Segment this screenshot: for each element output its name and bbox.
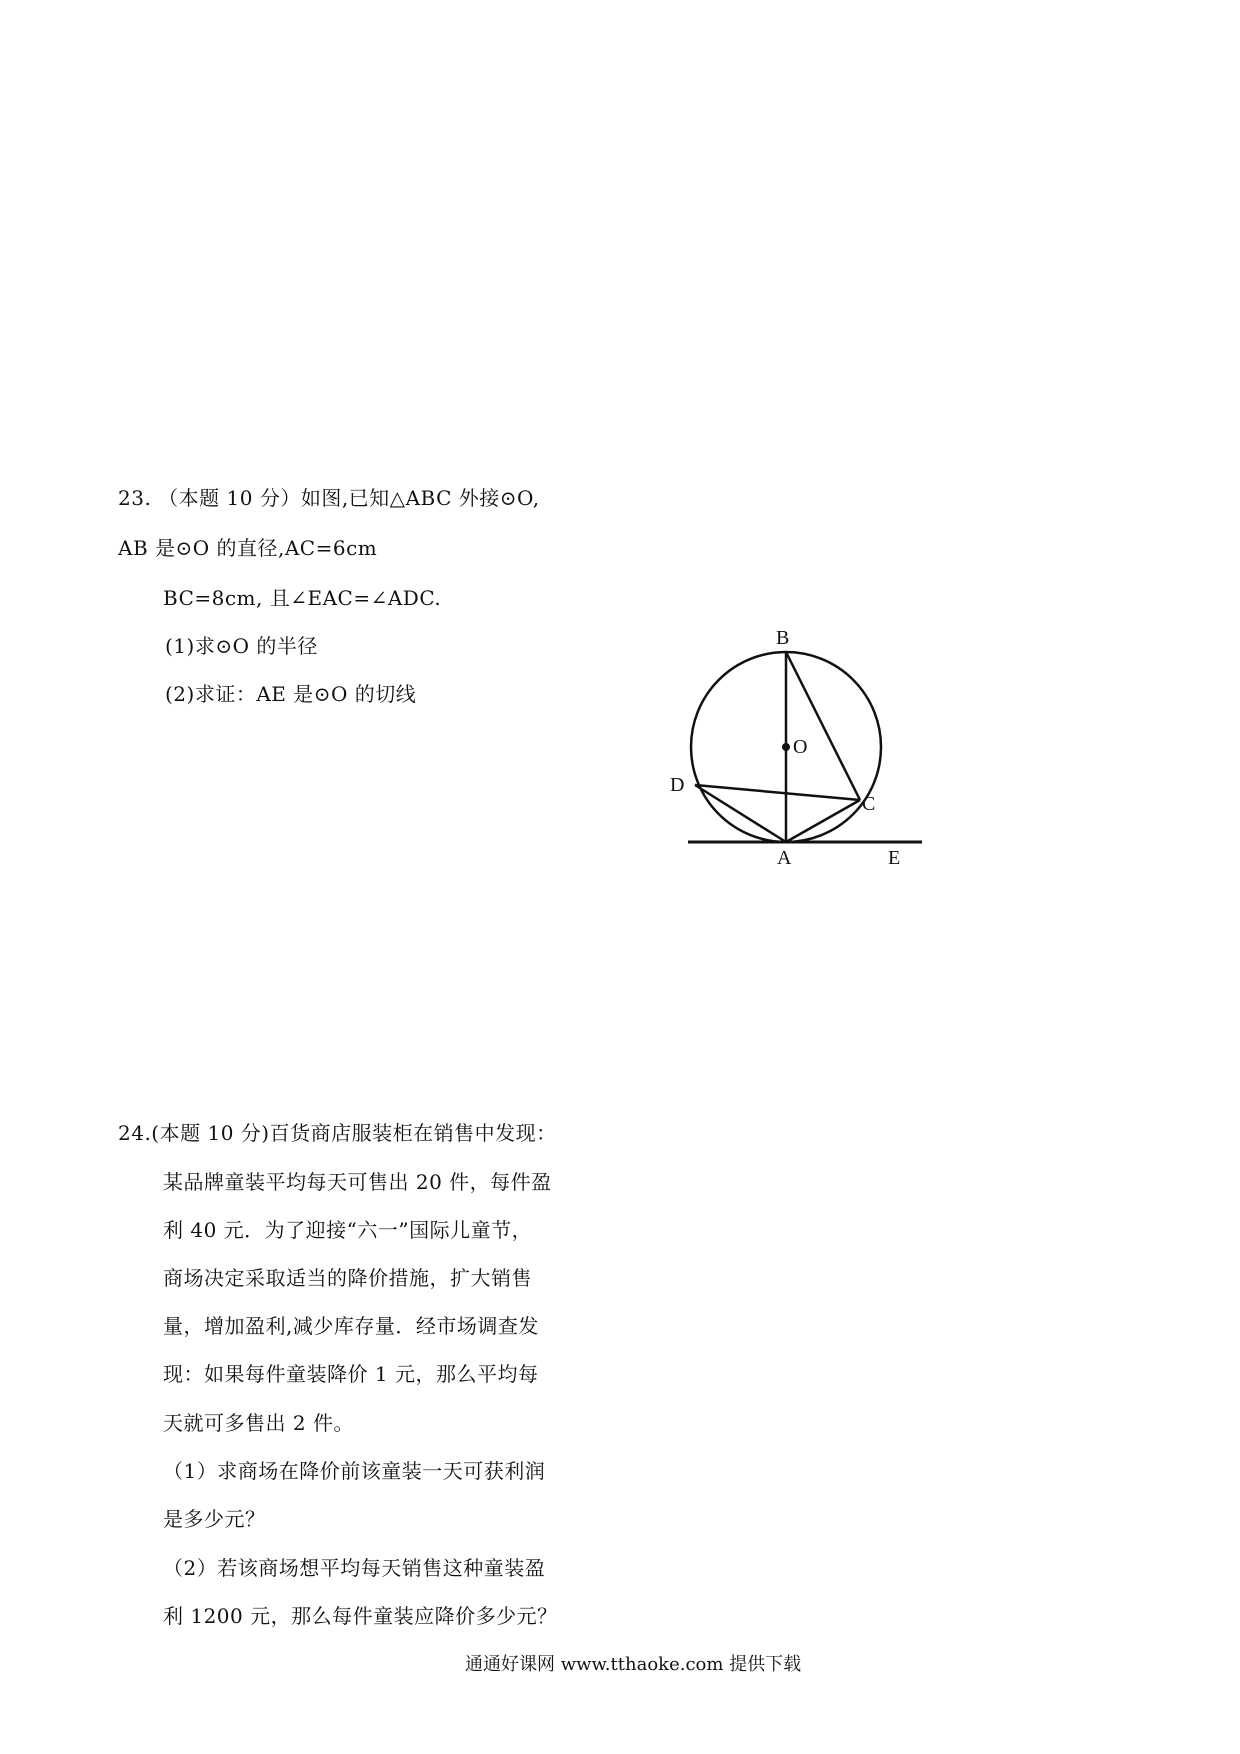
segment-dc — [695, 785, 860, 800]
q23-line3: BC=8cm, 且∠EAC=∠ADC. — [163, 586, 442, 610]
page-footer: 通通好课网 www.tthaoke.com 提供下载 — [465, 1654, 802, 1675]
q24-line3: 利 40 元．为了迎接“六一”国际儿童节， — [163, 1218, 533, 1242]
q24-part1-line1: （1）求商场在降价前该童装一天可获利润 — [163, 1459, 546, 1483]
q24-line1: 24.(本题 10 分)百货商店服装柜在销售中发现： — [118, 1121, 557, 1145]
q23-line1: 23. （本题 10 分）如图,已知△ABC 外接⊙O, — [118, 486, 540, 510]
q24-part1-line2: 是多少元？ — [163, 1507, 266, 1531]
q23-part1: (1)求⊙O 的半径 — [165, 634, 318, 658]
label-c: C — [862, 793, 876, 815]
q24-line6: 现：如果每件童装降价 1 元，那么平均每 — [163, 1362, 539, 1386]
q24-line7: 天就可多售出 2 件。 — [163, 1411, 354, 1435]
q24-part2-line2: 利 1200 元，那么每件童装应降价多少元？ — [163, 1604, 558, 1628]
q23-part2: (2)求证：AE 是⊙O 的切线 — [165, 682, 417, 706]
q24-part2-line1: （2）若该商场想平均每天销售这种童装盈 — [163, 1556, 546, 1580]
q24-line5: 量，增加盈利,减少库存量．经市场调查发 — [163, 1314, 539, 1338]
label-o: O — [793, 736, 808, 758]
label-d: D — [670, 774, 685, 796]
circle-diagram — [660, 620, 940, 880]
q23-line2: AB 是⊙O 的直径,AC=6cm — [118, 536, 378, 560]
q24-line4: 商场决定采取适当的降价措施，扩大销售 — [163, 1266, 532, 1290]
q24-line2: 某品牌童装平均每天可售出 20 件，每件盈 — [163, 1170, 552, 1194]
label-b: B — [776, 627, 790, 649]
label-e: E — [888, 847, 901, 869]
center-point-o — [782, 743, 790, 751]
label-a: A — [777, 847, 792, 869]
segment-da — [695, 785, 786, 842]
